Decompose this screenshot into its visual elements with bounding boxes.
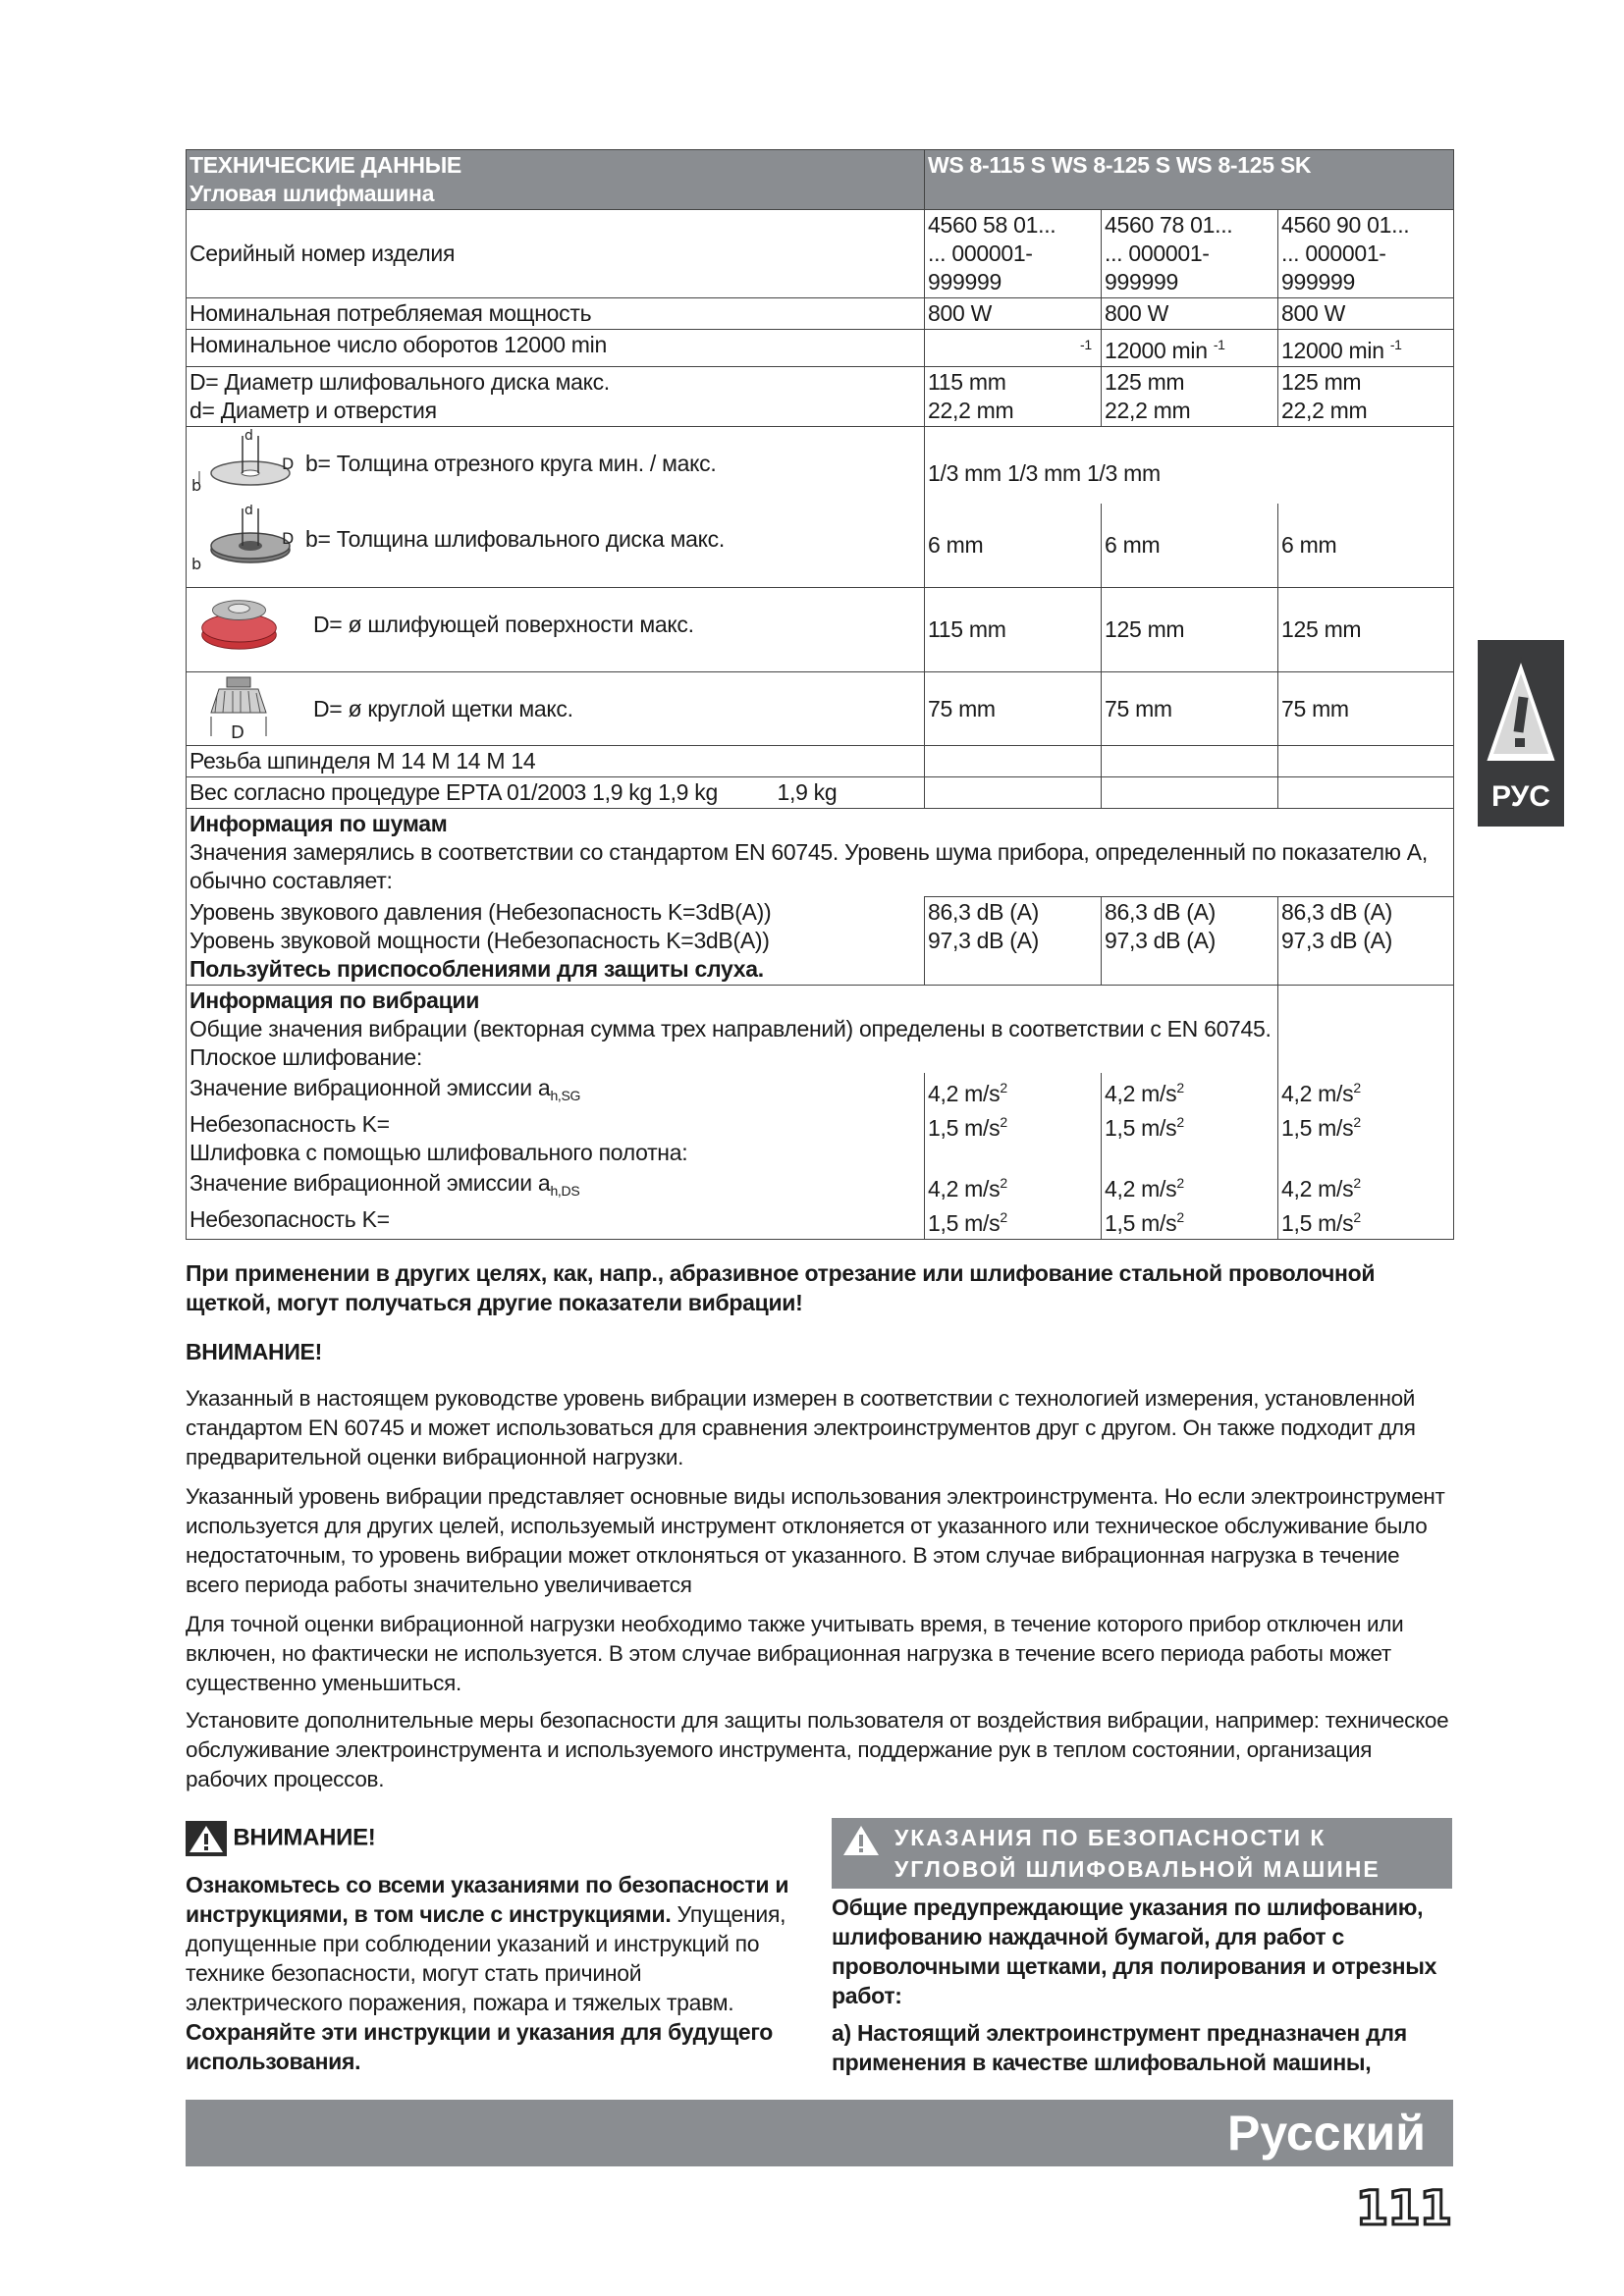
paragraph: Для точной оценки вибрационной нагрузки необходимо также учитывать время, в течение которого прибор отключен или включен, но фактически не используется. В этом случае вибрационная нагрузка в течение всего периода работы может существенно уменьшиться. — [186, 1612, 1404, 1695]
uncertainty-value: 1,5 m/s — [928, 1209, 1001, 1236]
surface-label: D= ø шлифующей поверхности макс. — [313, 611, 694, 637]
speed-label: Номинальное число оборотов 12000 min — [187, 330, 925, 367]
table-row — [187, 330, 1454, 367]
speed-value — [1278, 330, 1454, 367]
brush-label: D= ø круглой щетки макс. — [313, 695, 573, 721]
table-header-row — [187, 150, 1454, 210]
cut-thick-value: 1/3 mm 1/3 mm 1/3 mm — [925, 427, 1454, 504]
table-row — [187, 1168, 1454, 1240]
general-warning: Общие предупреждающие указания по шлифованию, шлифованию наждачной бумагой, для работ с проволочными щетками, для полирования и отрезных работ: — [832, 1895, 1437, 2008]
unit-sup: 2 — [1000, 1113, 1007, 1130]
vib-labels — [187, 1073, 925, 1168]
bore-value: 22,2 mm — [1105, 398, 1191, 423]
unit-sup: 2 — [1353, 1113, 1361, 1130]
disc-values — [1278, 367, 1454, 427]
vib-values — [925, 1073, 1102, 1168]
warning-heading-row — [186, 1821, 794, 1856]
warning-triangle-icon — [186, 1821, 227, 1856]
flat-grinding-label: Плоское шлифование: — [189, 1043, 423, 1070]
sound-power-value: 97,3 dB (A) — [1105, 928, 1217, 953]
vibration-intro-cell — [187, 985, 1278, 1073]
vibration-heading: Информация по вибрации — [189, 987, 480, 1013]
empty-cell — [1102, 777, 1278, 809]
table-row — [187, 367, 1454, 427]
grind-thick-label: b= Толщина шлифовального диска макс. — [305, 526, 725, 552]
svg-text:D: D — [282, 528, 295, 548]
serial-value: 4560 90 01... — [1281, 212, 1410, 238]
emission-sub: h,SG — [550, 1087, 581, 1103]
power-value: 800 W — [1278, 298, 1454, 330]
speed-value — [1102, 330, 1278, 367]
thread-label: Резьба шпинделя M 14 M 14 M 14 — [187, 746, 925, 777]
side-tab-label: РУС — [1491, 780, 1550, 813]
speed-sup: -1 — [1389, 337, 1402, 352]
weight-extra: 1,9 kg — [777, 779, 838, 805]
unit-sup: 2 — [1176, 1174, 1184, 1191]
svg-text:d: d — [244, 504, 253, 518]
brush-value: 75 mm — [1278, 672, 1454, 746]
noise-labels — [187, 897, 925, 986]
paragraph: Указанный в настоящем руководстве уровень вибрации измерен в соответствии с технологией измерения, установленной стандартом EN 60745 и может использоваться для сравнения электроинструментов друг с другом. Он также подходит для предварительной оценки вибрационной нагрузки. — [186, 1386, 1416, 1469]
speed-sup: -1 — [1213, 337, 1225, 352]
unit-sup: 2 — [1000, 1174, 1007, 1191]
svg-text:b: b — [191, 476, 201, 495]
cutting-disc-icon — [189, 428, 298, 499]
empty-cell — [1278, 746, 1454, 777]
brush-cell — [187, 672, 925, 746]
hearing-protection-note: Пользуйтесь приспособлениями для защиты слуха. — [189, 955, 764, 982]
noise-values — [925, 897, 1102, 986]
grinding-disc-icon — [189, 505, 298, 575]
serial-value: 4560 78 01... — [1105, 212, 1233, 238]
pressure-value: 86,3 dB (A) — [1105, 899, 1217, 925]
vib-values — [1278, 1168, 1454, 1240]
vib-values — [1102, 1168, 1278, 1240]
empty-cell — [1278, 985, 1454, 1073]
vib-values — [1278, 1073, 1454, 1168]
uncertainty-value: 1,5 m/s — [928, 1114, 1001, 1141]
emission-value: 4,2 m/s — [928, 1080, 1001, 1106]
sanding-label: Шлифовка с помощью шлифовального полотна: — [189, 1139, 688, 1165]
serial-cell — [1102, 210, 1278, 298]
serial-range: ... 000001-999999 — [928, 240, 1033, 294]
safety-heading: УКАЗАНИЯ ПО БЕЗОПАСНОСТИ К УГЛОВОЙ ШЛИФОВАЛЬНОЙ МАШИНЕ — [894, 1825, 1380, 1882]
surface-value: 125 mm — [1278, 588, 1454, 672]
disc-values — [925, 367, 1102, 427]
bore-value: 22,2 mm — [1281, 398, 1368, 423]
vib-values — [1102, 1073, 1278, 1168]
surface-value: 125 mm — [1102, 588, 1278, 672]
svg-text:d: d — [244, 428, 253, 444]
disc-d-value: 125 mm — [1281, 369, 1362, 395]
other-uses-note: При применении в других целях, как, напр., абразивное отрезание или шлифование стальной проволочной щеткой, могут получаться другие показатели вибрации! — [186, 1260, 1376, 1315]
bore-value: 22,2 mm — [928, 398, 1014, 423]
left-bold-intro: Ознакомьтесь со всеми указаниями по безопасности и инструкциями, в том числе с инструкциями. — [186, 1872, 789, 1927]
left-normal-text: Упущения, допущенные при соблюдении указаний и инструкций по технике безопасности, могут стать причиной электрического поражения, пожара и тяжелых травм. — [186, 1901, 786, 2015]
noise-heading: Информация по шумам — [189, 811, 448, 836]
table-row — [187, 897, 1454, 986]
emission-sub: h,DS — [550, 1182, 580, 1199]
emission-label: Значение вибрационной эмиссии a — [189, 1169, 551, 1196]
emission-value: 4,2 m/s — [1281, 1175, 1354, 1201]
grind-thick-value: 6 mm — [1102, 504, 1278, 588]
uncertainty-label: Небезопасность K= — [189, 1205, 390, 1232]
empty-cell — [925, 777, 1102, 809]
speed-text: 12000 min — [1105, 338, 1208, 363]
language-side-tab — [1478, 640, 1564, 827]
table-subtitle: Угловая шлифмашина — [189, 181, 435, 206]
right-column — [832, 1818, 1452, 2077]
table-row — [187, 809, 1454, 897]
table-row — [187, 427, 1454, 504]
speed-sup: -1 — [1080, 337, 1092, 352]
serial-label: Серийный номер изделия — [187, 210, 925, 298]
emission-value: 4,2 m/s — [1105, 1175, 1177, 1201]
safety-heading-bar — [832, 1818, 1452, 1889]
wire-brush-icon — [189, 673, 298, 744]
power-label: Номинальная потребляемая мощность — [187, 298, 925, 330]
serial-range: ... 000001-999999 — [1105, 240, 1210, 294]
grind-thick-cell — [187, 504, 925, 588]
unit-sup: 2 — [1000, 1208, 1007, 1225]
table-row — [187, 588, 1454, 672]
item-a: a) Настоящий электроинструмент предназначен для применения в качестве шлифовальной машины, — [832, 2020, 1407, 2075]
table-row — [187, 210, 1454, 298]
emission-value: 4,2 m/s — [1281, 1080, 1354, 1106]
sound-power-label: Уровень звуковой мощности (Небезопасность K=3dB(A)) — [189, 927, 770, 953]
noise-intro: Значения замерялись в соответствии со стандартом EN 60745. Уровень шума прибора, определенный по показателю А, обычно составляет: — [189, 839, 1428, 893]
pressure-label: Уровень звукового давления (Небезопасность K=3dB(A)) — [189, 898, 772, 925]
brush-value: 75 mm — [925, 672, 1102, 746]
svg-text:b: b — [191, 554, 201, 573]
table-row — [187, 672, 1454, 746]
left-body — [186, 1870, 794, 2076]
table-title-cell — [187, 150, 925, 210]
uncertainty-value: 1,5 m/s — [1281, 1209, 1354, 1236]
uncertainty-label: Небезопасность K= — [189, 1110, 390, 1137]
bore-label: d= Диаметр и отверстия — [189, 398, 437, 423]
paragraph: Установите дополнительные меры безопасности для защиты пользователя от воздействия вибрации, например: техническое обслуживание электроинструмента и используемого инструмента, поддержание рук в теплом состоянии, организация рабочих процессов. — [186, 1708, 1449, 1791]
sound-power-value: 97,3 dB (A) — [1281, 928, 1393, 953]
cut-thick-cell — [187, 427, 925, 504]
power-value: 800 W — [1102, 298, 1278, 330]
pressure-value: 86,3 dB (A) — [1281, 899, 1393, 925]
noise-intro-cell — [187, 809, 1454, 897]
unit-sup: 2 — [1353, 1174, 1361, 1191]
serial-cell — [1278, 210, 1454, 298]
table-row — [187, 985, 1454, 1073]
grind-thick-value: 6 mm — [1278, 504, 1454, 588]
paragraph: Указанный уровень вибрации представляет основные виды использования электроинструмента. Но если электроинструмент используется для других целей, используемый инструмент отклоняется от указанного или техническое обслуживание было недостаточным, то уровень вибрации может отклоняться от указанного. В этом случае вибрационная нагрузка в течение всего периода работы значительно увеличивается — [186, 1484, 1445, 1597]
disc-d-value: 125 mm — [1105, 369, 1185, 395]
unit-sup: 2 — [1000, 1079, 1007, 1095]
svg-text:D: D — [231, 722, 244, 743]
table-row — [187, 777, 1454, 809]
disc-values — [1102, 367, 1278, 427]
vib-labels — [187, 1168, 925, 1240]
page-number: 111 — [1355, 2181, 1451, 2236]
empty-cell — [1278, 777, 1454, 809]
surface-cell — [187, 588, 925, 672]
table-row — [187, 1073, 1454, 1168]
emission-value: 4,2 m/s — [1105, 1080, 1177, 1106]
table-row — [187, 504, 1454, 588]
footer-bar — [186, 2100, 1453, 2166]
speed-text: 12000 min — [1281, 338, 1384, 363]
tech-data-table — [186, 149, 1454, 1240]
table-row — [187, 746, 1454, 777]
power-value: 800 W — [925, 298, 1102, 330]
table-row — [187, 298, 1454, 330]
surface-value: 115 mm — [925, 588, 1102, 672]
left-warning-heading: ВНИМАНИЕ! — [233, 1824, 376, 1851]
uncertainty-value: 1,5 m/s — [1281, 1114, 1354, 1141]
cut-thick-label: b= Толщина отрезного круга мин. / макс. — [305, 450, 717, 476]
brush-value: 75 mm — [1102, 672, 1278, 746]
weight-label: Вес согласно процедуре EPTA 01/2003 1,9 kg 1,9 kg — [189, 779, 718, 805]
unit-sup: 2 — [1176, 1208, 1184, 1225]
emission-label: Значение вибрационной эмиссии a — [189, 1074, 551, 1100]
attention-heading: ВНИМАНИЕ! — [186, 1339, 322, 1364]
unit-sup: 2 — [1176, 1079, 1184, 1095]
uncertainty-value: 1,5 m/s — [1105, 1114, 1177, 1141]
speed-value — [925, 330, 1102, 367]
footer-language: Русский — [1226, 2106, 1426, 2161]
sanding-pad-icon — [189, 589, 298, 660]
disc-labels — [187, 367, 925, 427]
uncertainty-value: 1,5 m/s — [1105, 1209, 1177, 1236]
unit-sup: 2 — [1353, 1208, 1361, 1225]
warning-triangle-icon — [841, 1824, 881, 1857]
disc-d-value: 115 mm — [928, 369, 1006, 395]
sound-power-value: 97,3 dB (A) — [928, 928, 1040, 953]
empty-cell — [925, 746, 1102, 777]
left-keep-note: Сохраняйте эти инструкции и указания для будущего использования. — [186, 2019, 774, 2074]
serial-cell — [925, 210, 1102, 298]
weight-cell — [187, 777, 925, 809]
left-column — [186, 1821, 794, 2076]
emission-value: 4,2 m/s — [928, 1175, 1001, 1201]
unit-sup: 2 — [1176, 1113, 1184, 1130]
pressure-value: 86,3 dB (A) — [928, 899, 1040, 925]
vibration-intro: Общие значения вибрации (векторная сумма трех направлений) определены в соответствии с EN 60745. — [189, 1015, 1272, 1041]
serial-value: 4560 58 01... — [928, 212, 1056, 238]
models-header: WS 8-115 S WS 8-125 S WS 8-125 SK — [925, 150, 1454, 210]
noise-values — [1102, 897, 1278, 986]
unit-sup: 2 — [1353, 1079, 1361, 1095]
table-title: ТЕХНИЧЕСКИЕ ДАННЫЕ — [189, 152, 461, 178]
serial-range: ... 000001-999999 — [1281, 240, 1386, 294]
disc-d-label: D= Диаметр шлифовального диска макс. — [189, 369, 610, 395]
empty-cell — [1102, 746, 1278, 777]
vib-values — [925, 1168, 1102, 1240]
svg-text:D: D — [282, 454, 295, 473]
grind-thick-value: 6 mm — [925, 504, 1102, 588]
noise-values — [1278, 897, 1454, 986]
